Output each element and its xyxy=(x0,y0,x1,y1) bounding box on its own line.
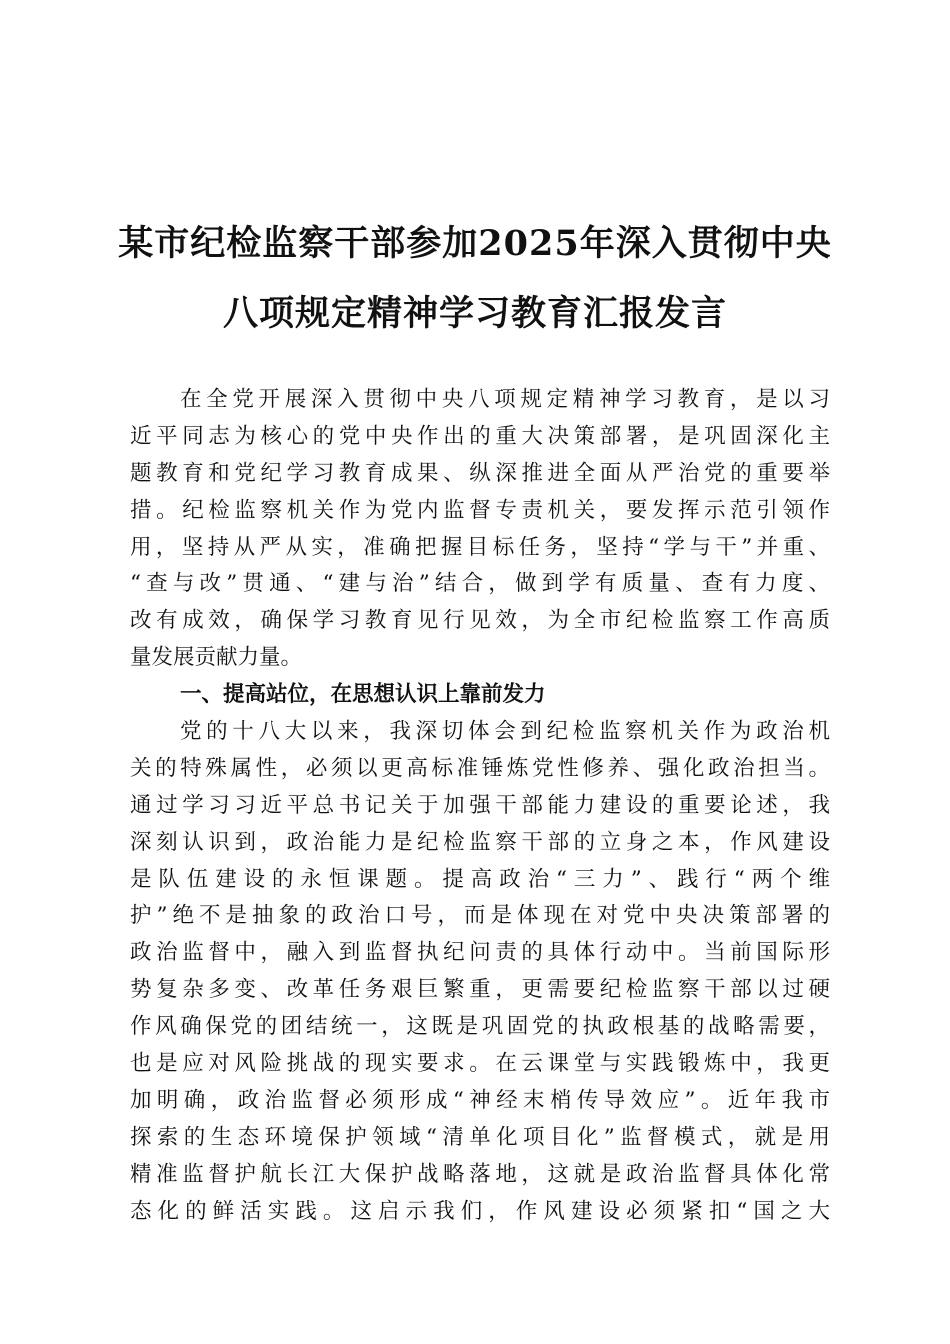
paragraph-line: 用，坚持从严从实，准确把握目标任务，坚持“学与干”并重、 xyxy=(130,534,830,560)
paragraph-line: 态化的鲜活实践。这启示我们，作风建设必须紧扣“国之大 xyxy=(130,1198,830,1224)
paragraph-line: 党的十八大以来，我深切体会到纪检监察机关作为政治机 xyxy=(180,719,830,745)
paragraph-line: 量发展贡献力量。 xyxy=(130,645,303,671)
paragraph-line: 在全党开展深入贯彻中央八项规定精神学习教育，是以习 xyxy=(180,387,830,412)
paragraph-line: 政治监督中，融入到监督执纪问责的具体行动中。当前国际形 xyxy=(130,940,830,966)
paragraph-line: “查与改”贯通、“建与治”结合，做到学有质量、查有力度、 xyxy=(130,571,830,597)
paragraph-line: 关的特殊属性，必须以更高标准锤炼党性修养、强化政治担当。 xyxy=(130,755,830,781)
paragraph-line: 深刻认识到，政治能力是纪检监察干部的立身之本，作风建设 xyxy=(130,829,830,855)
document-body xyxy=(130,382,830,1230)
paragraph-line: 是队伍建设的永恒课题。提高政治“三力”、践行“两个维 xyxy=(130,866,830,892)
paragraph-line: 也是应对风险挑战的现实要求。在云课堂与实践锻炼中，我更 xyxy=(130,1051,830,1077)
paragraph-line: 措。纪检监察机关作为党内监督专责机关，要发挥示范引领作 xyxy=(130,497,830,523)
section-heading: 一、提高站位，在思想认识上靠前发力 xyxy=(180,682,546,708)
paragraph-line: 题教育和党纪学习教育成果、纵深推进全面从严治党的重要举 xyxy=(130,460,830,486)
paragraph-line: 通过学习习近平总书记关于加强干部能力建设的重要论述，我 xyxy=(130,792,830,818)
paragraph-line: 护”绝不是抽象的政治口号，而是体现在对党中央决策部署的 xyxy=(130,903,830,929)
paragraph-line: 势复杂多变、改革任务艰巨繁重，更需要纪检监察干部以过硬 xyxy=(130,977,830,1003)
paragraph-line: 探索的生态环境保护领域“清单化项目化”监督模式，就是用 xyxy=(130,1124,830,1150)
document-title-line-1: 某市纪检监察干部参加2025年深入贯彻中央 xyxy=(118,223,832,264)
paragraph-line: 近平同志为核心的党中央作出的重大决策部署，是巩固深化主 xyxy=(130,423,830,449)
paragraph-line: 加明确，政治监督必须形成“神经末梢传导效应”。近年我市 xyxy=(130,1087,830,1113)
paragraph-line: 作风确保党的团结统一，这既是巩固党的执政根基的战略需要， xyxy=(130,1014,830,1040)
document-title-line-2: 八项规定精神学习教育汇报发言 xyxy=(222,293,727,334)
paragraph-line: 改有成效，确保学习教育见行见效，为全市纪检监察工作高质 xyxy=(130,608,830,634)
paragraph-line: 精准监督护航长江大保护战略落地，这就是政治监督具体化常 xyxy=(130,1161,830,1187)
